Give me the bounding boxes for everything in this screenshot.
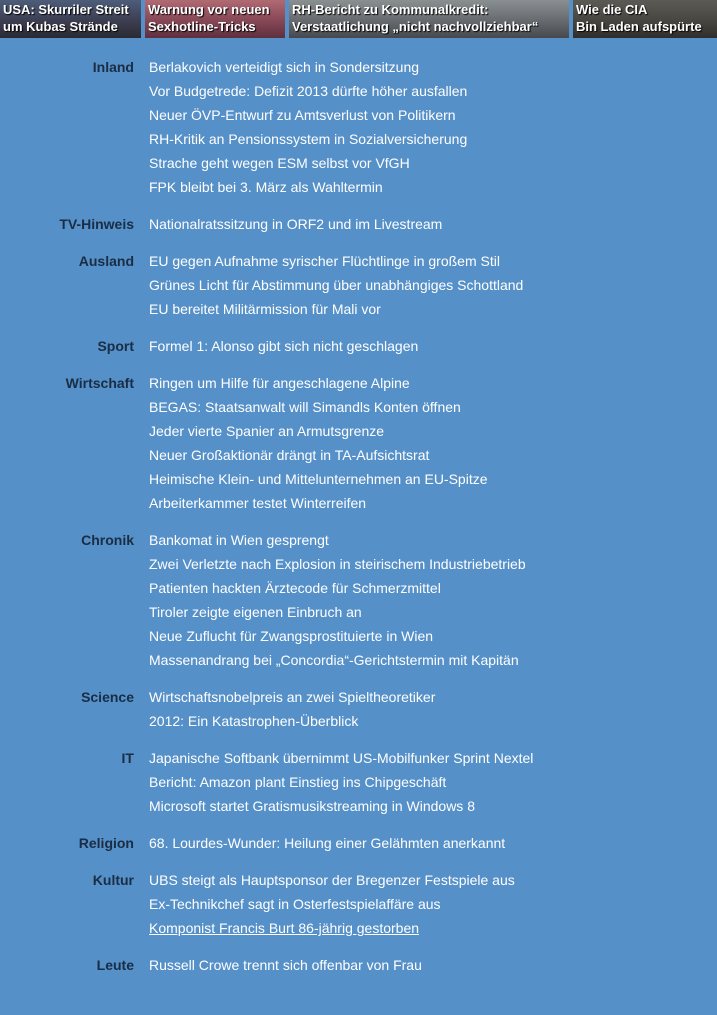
news-link[interactable]: Bankomat in Wien gesprengt bbox=[149, 532, 329, 548]
section-category: Sport bbox=[97, 338, 134, 354]
section-category: TV-Hinweis bbox=[59, 216, 134, 232]
news-link[interactable]: Strache geht wegen ESM selbst vor VfGH bbox=[149, 155, 410, 171]
section-category: Leute bbox=[96, 957, 134, 973]
news-section bbox=[0, 371, 717, 515]
section-items bbox=[149, 249, 523, 321]
news-link[interactable]: 68. Lourdes-Wunder: Heilung einer Gelähmten anerkannt bbox=[149, 835, 506, 851]
news-link[interactable]: Komponist Francis Burt 86-jährig gestorben bbox=[149, 920, 420, 936]
news-link[interactable]: UBS steigt als Hauptsponsor der Bregenzer Festspiele aus bbox=[149, 872, 515, 888]
news-link[interactable]: Wirtschaftsnobelpreis an zwei Spieltheoretiker bbox=[149, 689, 436, 705]
section-items bbox=[149, 685, 435, 733]
news-link[interactable]: Russell Crowe trennt sich offenbar von Frau bbox=[149, 957, 422, 973]
news-section bbox=[0, 249, 717, 321]
news-link[interactable]: Zwei Verletzte nach Explosion in steirischem Industriebetrieb bbox=[149, 556, 526, 572]
news-link[interactable]: EU bereitet Militärmission für Mali vor bbox=[149, 301, 381, 317]
news-link[interactable]: Formel 1: Alonso gibt sich nicht geschlagen bbox=[149, 338, 419, 354]
section-category: Science bbox=[81, 689, 134, 705]
section-category: Religion bbox=[78, 835, 134, 851]
section-items bbox=[149, 746, 533, 818]
news-link[interactable]: Grünes Licht für Abstimmung über unabhängiges Schottland bbox=[149, 277, 524, 293]
section-items bbox=[149, 55, 467, 199]
news-link[interactable]: Microsoft startet Gratismusikstreaming in Windows 8 bbox=[149, 798, 475, 814]
news-link[interactable]: Japanische Softbank übernimmt US-Mobilfunker Sprint Nextel bbox=[149, 750, 534, 766]
news-section bbox=[0, 953, 717, 977]
section-category: Kultur bbox=[92, 872, 134, 888]
news-link[interactable]: Heimische Klein- und Mittelunternehmen an EU-Spitze bbox=[149, 471, 488, 487]
news-list bbox=[0, 55, 717, 990]
section-category: IT bbox=[121, 750, 134, 766]
news-link[interactable]: EU gegen Aufnahme syrischer Flüchtlinge in großem Stil bbox=[149, 253, 500, 269]
section-category: Wirtschaft bbox=[65, 375, 134, 391]
teaser-title: USA: Skurriler Streit um Kubas Strände bbox=[3, 2, 129, 34]
teaser-title: Wie die CIA Bin Laden aufspürte bbox=[576, 2, 702, 34]
teaser-1[interactable] bbox=[0, 0, 141, 38]
news-section bbox=[0, 685, 717, 733]
news-link[interactable]: Patienten hackten Ärztecode für Schmerzmittel bbox=[149, 580, 441, 596]
teaser-2[interactable] bbox=[145, 0, 285, 38]
news-link[interactable]: Tiroler zeigte eigenen Einbruch an bbox=[149, 604, 362, 620]
section-category: Ausland bbox=[78, 253, 134, 269]
news-link[interactable]: Bericht: Amazon plant Einstieg ins Chipgeschäft bbox=[149, 774, 447, 790]
news-link[interactable]: 2012: Ein Katastrophen-Überblick bbox=[149, 713, 359, 729]
section-items bbox=[149, 831, 505, 855]
news-section bbox=[0, 55, 717, 199]
news-section bbox=[0, 334, 717, 358]
section-items bbox=[149, 528, 526, 672]
news-link[interactable]: Arbeiterkammer testet Winterreifen bbox=[149, 495, 367, 511]
news-link[interactable]: RH-Kritik an Pensionssystem in Sozialversicherung bbox=[149, 131, 468, 147]
section-category: Chronik bbox=[81, 532, 134, 548]
section-items bbox=[149, 953, 422, 977]
news-link[interactable]: FPK bleibt bei 3. März als Wahltermin bbox=[149, 179, 383, 195]
teaser-3[interactable] bbox=[289, 0, 569, 38]
news-section bbox=[0, 212, 717, 236]
news-link[interactable]: Ex-Technikchef sagt in Osterfestspielaffäre aus bbox=[149, 896, 441, 912]
news-link[interactable]: Vor Budgetrede: Defizit 2013 dürfte höher ausfallen bbox=[149, 83, 468, 99]
news-link[interactable]: BEGAS: Staatsanwalt will Simandls Konten öffnen bbox=[149, 399, 461, 415]
news-section bbox=[0, 868, 717, 940]
news-link[interactable]: Neuer ÖVP-Entwurf zu Amtsverlust von Politikern bbox=[149, 107, 456, 123]
news-link[interactable]: Massenandrang bei „Concordia“-Gerichtstermin mit Kapitän bbox=[149, 652, 519, 668]
news-link[interactable]: Berlakovich verteidigt sich in Sondersitzung bbox=[149, 59, 420, 75]
section-items bbox=[149, 334, 418, 358]
news-section bbox=[0, 746, 717, 818]
news-section bbox=[0, 528, 717, 672]
teaser-strip bbox=[0, 0, 717, 38]
news-link[interactable]: Jeder vierte Spanier an Armutsgrenze bbox=[149, 423, 385, 439]
section-items bbox=[149, 212, 442, 236]
section-items bbox=[149, 371, 488, 515]
news-link[interactable]: Nationalratssitzung in ORF2 und im Livestream bbox=[149, 216, 443, 232]
news-link[interactable]: Ringen um Hilfe für angeschlagene Alpine bbox=[149, 375, 410, 391]
news-link[interactable]: Neuer Großaktionär drängt in TA-Aufsichtsrat bbox=[149, 447, 430, 463]
teaser-title: RH-Bericht zu Kommunalkredit: Verstaatlichung „nicht nachvollziehbar“ bbox=[292, 2, 539, 34]
teaser-4[interactable] bbox=[573, 0, 717, 38]
teaser-title: Warnung vor neuen Sexhotline-Tricks bbox=[148, 2, 270, 34]
section-items bbox=[149, 868, 515, 940]
news-link[interactable]: Neue Zuflucht für Zwangsprostituierte in Wien bbox=[149, 628, 434, 644]
news-section bbox=[0, 831, 717, 855]
section-category: Inland bbox=[92, 59, 134, 75]
